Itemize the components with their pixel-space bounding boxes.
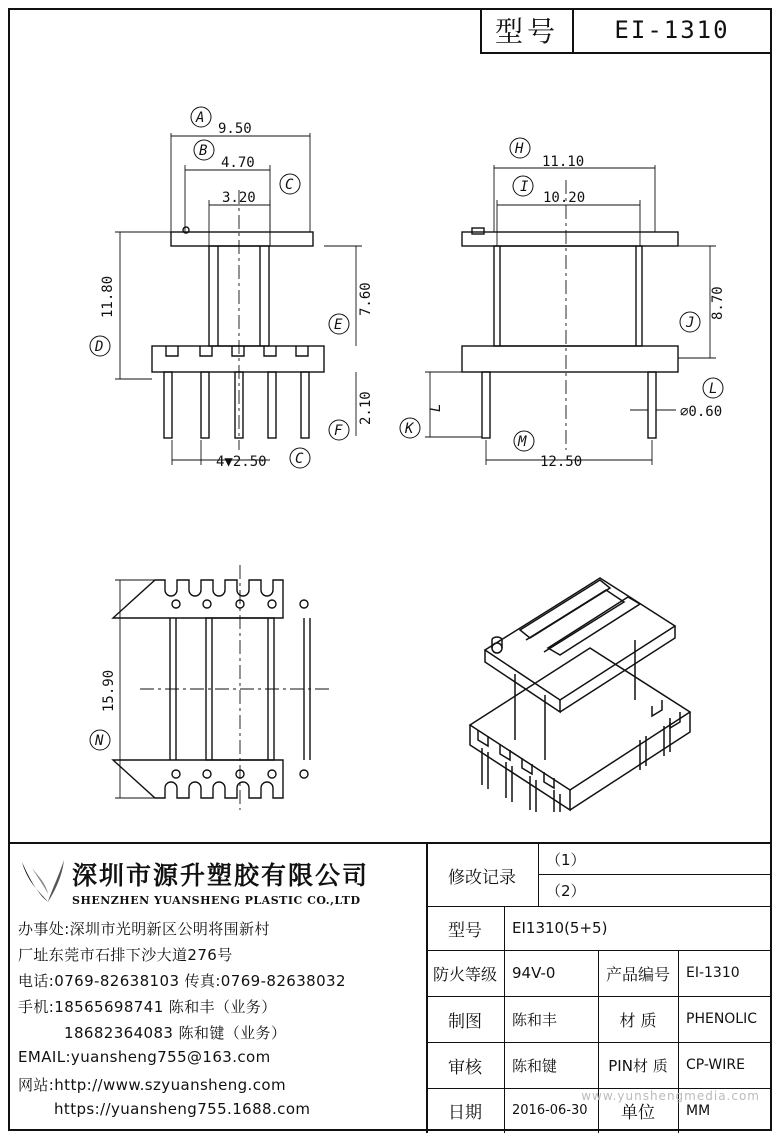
mobile-2: 18682364083 陈和键（业务）: [64, 1024, 287, 1042]
mobile-1: 手机:18565698741 陈和丰（业务）: [18, 998, 277, 1016]
review-value: 陈和键: [512, 1056, 558, 1075]
dim-c-letter: C: [285, 177, 294, 193]
date-value: 2016-06-30: [512, 1103, 588, 1118]
dim-b-value: 4.70: [221, 155, 255, 171]
dim-f-value: 2.10: [358, 391, 374, 425]
pin-material-value: CP-WIRE: [686, 1057, 745, 1073]
company-logo-icon: [18, 854, 68, 906]
side-view: [425, 165, 716, 465]
fire-rating-label: 防火等级: [432, 964, 497, 984]
dim-l-value: ⌀0.60: [680, 404, 723, 420]
dim-l-letter: L: [709, 381, 718, 397]
dim-h-value: 11.10: [542, 154, 585, 170]
dim-f-letter: F: [334, 423, 343, 439]
website-1[interactable]: 网站:http://www.szyuansheng.com: [18, 1076, 286, 1094]
company-name-cn: 深圳市源升塑胶有限公司: [72, 861, 370, 890]
bottom-view: [113, 565, 330, 810]
dim-d-value: 11.80: [100, 275, 116, 318]
product-no-label: 产品编号: [605, 964, 670, 984]
website-2[interactable]: https://yuansheng755.1688.com: [54, 1100, 311, 1118]
unit-label: 单位: [621, 1103, 655, 1123]
watermark: www.yunshengmedia.com: [581, 1089, 760, 1103]
dim-i-value: 10.20: [543, 190, 586, 206]
company-info: [8, 844, 428, 1133]
draw-value: 陈和丰: [512, 1010, 558, 1029]
dim-h-letter: H: [515, 141, 524, 157]
model-header-label: 型号: [482, 8, 574, 52]
dim-n-letter: N: [95, 733, 104, 749]
unit-value: MM: [686, 1102, 711, 1119]
dim-e-letter: E: [334, 317, 343, 333]
review-label: 审核: [448, 1057, 482, 1078]
isometric-view: [470, 578, 690, 812]
dim-n-value: 15.90: [101, 669, 117, 712]
dim-g-value: 4▼2.50: [216, 454, 267, 470]
fire-rating-value: 94V-0: [512, 964, 556, 982]
material-label: 材 质: [619, 1010, 657, 1030]
dim-m-letter: M: [518, 434, 527, 450]
dim-a-letter: A: [196, 110, 205, 126]
model-label: 型号: [448, 920, 482, 941]
model-header-value: EI-1310: [614, 16, 730, 44]
dim-j-letter: J: [686, 315, 695, 331]
model-value: EI1310(5+5): [512, 919, 608, 937]
factory-address: 厂址东莞市石排下沙大道276号: [18, 946, 233, 964]
dim-e-value: 7.60: [358, 282, 374, 316]
dim-c-value: 3.20: [222, 190, 256, 206]
dim-b-letter: B: [199, 143, 208, 159]
phone-fax: 电话:0769-82638103 传真:0769-82638032: [18, 972, 346, 990]
front-view: [115, 133, 362, 465]
company-name-en: SHENZHEN YUANSHENG PLASTIC CO.,LTD: [72, 894, 361, 907]
material-value: PHENOLIC: [686, 1011, 758, 1027]
revision-1: （1）: [546, 850, 586, 869]
dim-g-letter: C: [295, 451, 304, 467]
draw-label: 制图: [448, 1011, 482, 1032]
dim-j-value: 8.70: [710, 286, 726, 320]
date-label: 日期: [448, 1103, 482, 1123]
revision-2: （2）: [546, 882, 586, 900]
title-block: [8, 842, 772, 1133]
dim-d-letter: D: [95, 339, 104, 355]
dim-i-letter: I: [520, 179, 529, 195]
product-no-value: EI-1310: [686, 965, 740, 981]
pin-material-label: PIN材 质: [608, 1056, 668, 1075]
dim-a-value: 9.50: [218, 121, 252, 137]
email[interactable]: EMAIL:yuansheng755@163.com: [18, 1048, 271, 1066]
dim-m-value: 12.50: [540, 454, 583, 470]
office-address: 办事处:深圳市光明新区公明将围新村: [18, 920, 270, 938]
revision-label: 修改记录: [448, 867, 516, 888]
dim-k-value: L: [428, 403, 444, 412]
dim-k-letter: K: [405, 421, 414, 437]
